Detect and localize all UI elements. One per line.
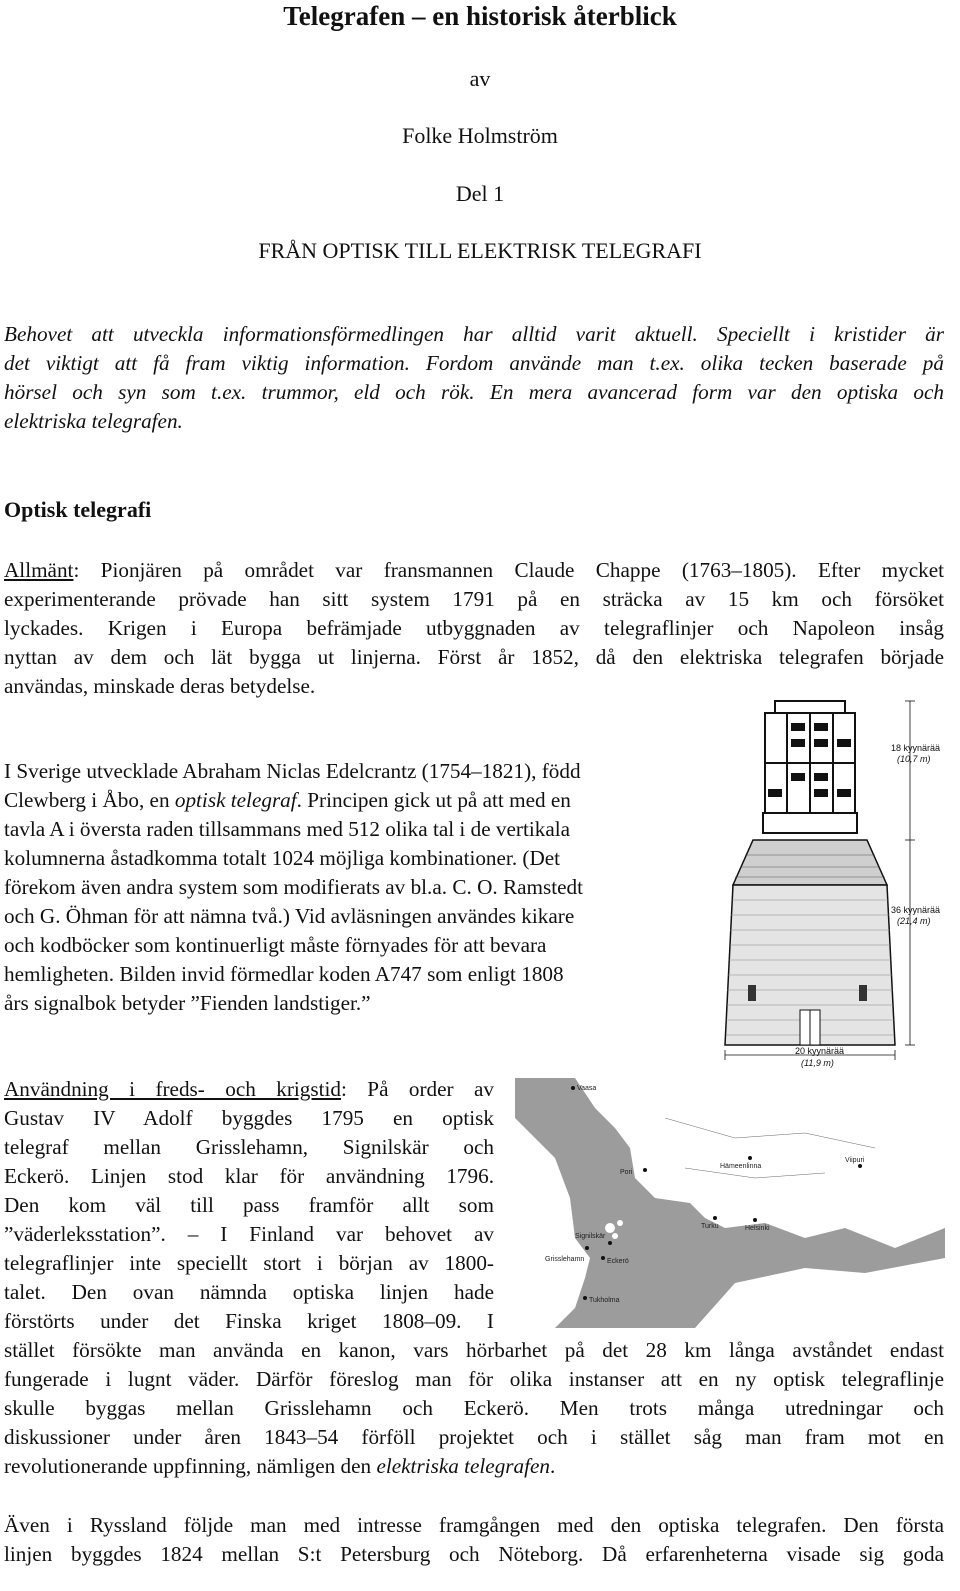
anvandning-text: revolutionerande uppfinning, nämligen den: [4, 1454, 377, 1478]
ryssland-paragraph: [4, 1511, 944, 1569]
anvandning-line: diskussioner under åren 1843–54 förföll projektet och i stället såg man fram mot en: [4, 1425, 944, 1449]
ryssland-line: Även i Ryssland följde man med intresse framgången med den optiska telegrafen. Den första: [4, 1513, 944, 1537]
anvandning-line: telegraflinjer inte speciellt stort i början av 1800-: [4, 1251, 494, 1275]
anvandning-line: ”väderleksstation”. – I Finland var behovet av: [4, 1222, 494, 1246]
sverige-text: Clewberg i Åbo, en: [4, 788, 175, 812]
map-label-viipuri: Viipuri: [845, 1157, 865, 1164]
sverige-line: kolumnerna åstadkomma totalt 1024 möjliga kombinationer. (Det: [4, 846, 561, 870]
sverige-line: [4, 786, 694, 815]
sverige-line: och kodböcker som kontinuerligt måste förnyades för att bevara: [4, 933, 547, 957]
intro-line: elektriska telegrafen.: [4, 409, 183, 433]
allmant-label: Allmänt: [4, 558, 74, 582]
allmant-text: : Pionjären på området var fransmannen Claude Chappe (1763–1805). Efter mycket: [73, 558, 944, 582]
anvandning-paragraph: [4, 1075, 494, 1336]
finland-map-figure: [515, 1078, 945, 1328]
anvandning-line: Gustav IV Adolf byggdes 1795 en optisk: [4, 1106, 494, 1130]
anvandning-text: .: [550, 1454, 556, 1478]
map-label-hameenlinna: Hämeenlinna: [720, 1163, 762, 1170]
anvandning-line: fungerade i lugnt väder. Därför föreslog man för olika instanser att en ny optisk telegraflinje: [4, 1367, 944, 1391]
anvandning-line: Eckerö. Linjen stod klar för användning 1796.: [4, 1164, 494, 1188]
anvandning-continued: [4, 1336, 944, 1481]
sverige-line: hemligheten. Bilden invid förmedlar koden A747 som enligt 1808: [4, 962, 564, 986]
sverige-text: . Principen gick ut på att med en: [296, 788, 571, 812]
anvandning-line: skulle byggas mellan Grisslehamn och Eckerö. Men trots många utredningar och: [4, 1396, 944, 1420]
map-label-pori: Pori: [620, 1169, 633, 1176]
tower-mid-label-sub: (21,4 m): [897, 916, 931, 926]
ryssland-line: linjen byggdes 1824 mellan S:t Petersburg och Nöteborg. Då erfarenheterna visade sig goda: [4, 1542, 944, 1566]
anvandning-line: [4, 1452, 944, 1481]
sverige-line: års signalbok betyder ”Fienden landstiger.”: [4, 991, 371, 1015]
sverige-line: I Sverige utvecklade Abraham Niclas Edelcrantz (1754–1821), född: [4, 759, 581, 783]
intro-line: det viktigt att få fram viktig information. Fordom använde man t.ex. olika tecken baserade på: [4, 351, 944, 375]
elektriska-telegrafen-term: elektriska telegrafen: [376, 1454, 551, 1478]
allmant-line: experimenterande prövade han sitt system 1791 på en sträcka av 15 km och försöket: [4, 587, 944, 611]
map-label-vaasa: Vaasa: [577, 1085, 597, 1092]
byline: av: [469, 66, 491, 91]
optisk-telegraf-term: optisk telegraf: [174, 788, 297, 812]
intro-line: hörsel och syn som t.ex. trummor, eld och rök. En mera avancerad form var den optiska och: [4, 380, 944, 404]
allmant-line: [4, 556, 944, 585]
anvandning-line: talet. Den ovan nämnda optiska linjen hade: [4, 1280, 494, 1304]
anvandning-line: stället försökte man använda en kanon, vars hörbarhet på det 28 km långa avståndet endast: [4, 1338, 944, 1362]
sverige-line: och G. Öhman för att nämna två.) Vid avläsningen användes kikare: [4, 904, 575, 928]
sverige-line: förekom även andra system som modifierats av bl.a. C. O. Ramstedt: [4, 875, 583, 899]
map-label-grisslehamn: Grisslehamn: [545, 1256, 585, 1263]
map-label-signilskar: Signilskär: [575, 1233, 606, 1240]
allmant-line: användas, minskade deras betydelse.: [4, 674, 316, 698]
tower-bottom-label: 20 kyynärää: [795, 1046, 845, 1056]
optical-telegraph-tower-figure: [715, 695, 945, 1075]
tower-bottom-label-sub: (11,9 m): [801, 1058, 834, 1068]
section-title: FRÅN OPTISK TILL ELEKTRISK TELEGRAFI: [258, 238, 702, 263]
intro-paragraph: [4, 320, 944, 436]
tower-mid-label: 36 kyynärää: [891, 905, 941, 915]
anvandning-label: Användning i freds- och krigstid: [4, 1077, 341, 1101]
part-number: Del 1: [455, 181, 505, 206]
map-label-tukholma: Tukholma: [589, 1297, 620, 1304]
anvandning-text: : På order av: [341, 1077, 494, 1101]
document-title: Telegrafen – en historisk återblick: [283, 1, 677, 31]
allmant-paragraph: [4, 556, 944, 701]
sverige-paragraph: [4, 757, 694, 1018]
sverige-line: tavla A i översta raden tillsammans med 512 olika tal i de vertikala: [4, 817, 571, 841]
anvandning-line: Den kom väl till pass framför allt som: [4, 1193, 494, 1217]
anvandning-line: förstörts under det Finska kriget 1808–09. I: [4, 1309, 494, 1333]
author-name: Folke Holmström: [402, 123, 558, 148]
anvandning-line: [4, 1075, 494, 1104]
tower-top-label: 18 kyynärää: [891, 743, 941, 753]
map-label-turku: Turku: [701, 1223, 719, 1230]
allmant-line: lyckades. Krigen i Europa befrämjade utbyggnaden av telegraflinjer och Napoleon insåg: [4, 616, 944, 640]
map-label-helsinki: Helsinki: [745, 1225, 770, 1232]
map-label-eckero: Eckerö: [607, 1258, 629, 1265]
anvandning-line: telegraf mellan Grisslehamn, Signilskär och: [4, 1135, 494, 1159]
tower-top-label-sub: (10,7 m): [897, 754, 931, 764]
allmant-line: nyttan av dem och lät bygga ut linjerna. Först år 1852, då den elektriska telegrafen började: [4, 645, 944, 669]
intro-line: Behovet att utveckla informationsförmedlingen har alltid varit aktuell. Speciellt i kristider är: [4, 322, 944, 346]
optisk-heading: Optisk telegrafi: [4, 497, 152, 522]
